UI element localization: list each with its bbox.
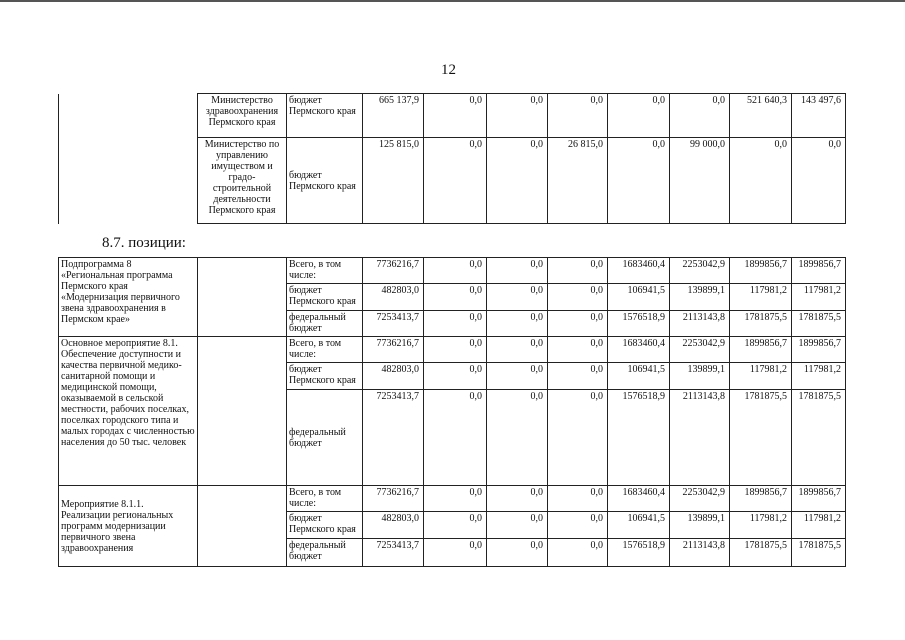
value-cell: 7253413,7 [363,390,424,486]
value-cell: 0,0 [608,138,670,224]
value-cell: 0,0 [487,512,548,539]
value-cell: 482803,0 [363,363,424,390]
program-title-cell: Основное мероприятие 8.1. Обеспечение доступности и качества первичной медико-санитарной помощи и медицинской помощи, оказываемой в сельской местности, рабочих поселках, поселках городского типа и малых городах с численностью населения до 50 тыс. человек [59,337,198,486]
value-cell: 7736216,7 [363,258,424,284]
value-cell: 1899856,7 [792,486,846,512]
value-cell: 0,0 [487,363,548,390]
value-cell: 0,0 [548,390,608,486]
value-cell: 482803,0 [363,512,424,539]
value-cell: 0,0 [548,337,608,363]
source-cell: бюджет Пермского края [287,138,363,224]
value-cell: 2253042,9 [670,337,730,363]
value-cell: 0,0 [424,363,487,390]
value-cell: 0,0 [487,390,548,486]
value-cell: 106941,5 [608,512,670,539]
value-cell: 0,0 [548,486,608,512]
value-cell: 0,0 [424,258,487,284]
source-cell: федеральный бюджет [287,311,363,337]
table-row [59,138,846,224]
subprogram-funding-table [58,257,846,567]
value-cell: 26 815,0 [548,138,608,224]
table-row [59,94,846,138]
value-cell: 0,0 [424,337,487,363]
value-cell: 2253042,9 [670,486,730,512]
value-cell: 0,0 [548,284,608,311]
page-top-rule [0,0,905,2]
value-cell: 0,0 [424,512,487,539]
value-cell: 1781875,5 [792,539,846,567]
empty-cell [198,337,287,486]
value-cell: 2113143,8 [670,390,730,486]
value-cell: 143 497,6 [792,94,846,138]
source-cell: Всего, в том числе: [287,258,363,284]
responsible-cell: Министерство по управлению имуществом и градо-строительной деятельности Пермского края [198,138,287,224]
table-row [59,337,846,363]
value-cell: 139899,1 [670,284,730,311]
source-cell: Всего, в том числе: [287,337,363,363]
value-cell: 1899856,7 [730,258,792,284]
value-cell: 117981,2 [792,284,846,311]
value-cell: 1683460,4 [608,337,670,363]
value-cell: 139899,1 [670,363,730,390]
value-cell: 0,0 [548,539,608,567]
value-cell: 521 640,3 [730,94,792,138]
value-cell: 117981,2 [792,363,846,390]
value-cell: 2113143,8 [670,311,730,337]
value-cell: 117981,2 [730,363,792,390]
value-cell: 1781875,5 [730,311,792,337]
source-cell: бюджет Пермского края [287,94,363,138]
value-cell: 0,0 [487,337,548,363]
value-cell: 1899856,7 [730,486,792,512]
value-cell: 1781875,5 [792,311,846,337]
value-cell: 0,0 [548,94,608,138]
top-funding-table [58,93,846,224]
value-cell: 0,0 [424,486,487,512]
empty-cell [59,94,198,138]
value-cell: 1683460,4 [608,486,670,512]
value-cell: 1781875,5 [792,390,846,486]
empty-cell [198,258,287,337]
value-cell: 0,0 [548,512,608,539]
value-cell: 0,0 [487,94,548,138]
value-cell: 665 137,9 [363,94,424,138]
value-cell: 0,0 [424,138,487,224]
value-cell: 1781875,5 [730,390,792,486]
value-cell: 0,0 [548,363,608,390]
value-cell: 0,0 [424,390,487,486]
empty-cell [59,138,198,224]
value-cell: 0,0 [487,258,548,284]
value-cell: 2253042,9 [670,258,730,284]
value-cell: 1576518,9 [608,539,670,567]
value-cell: 7253413,7 [363,311,424,337]
value-cell: 0,0 [730,138,792,224]
program-title-cell: Мероприятие 8.1.1. Реализации региональных программ модернизации первичного звена здравоохранения [59,486,198,567]
value-cell: 0,0 [487,284,548,311]
page-number: 12 [441,62,456,78]
value-cell: 1683460,4 [608,258,670,284]
value-cell: 117981,2 [792,512,846,539]
value-cell: 1576518,9 [608,390,670,486]
source-cell: бюджет Пермского края [287,284,363,311]
value-cell: 0,0 [792,138,846,224]
value-cell: 0,0 [608,94,670,138]
value-cell: 7736216,7 [363,337,424,363]
value-cell: 2113143,8 [670,539,730,567]
value-cell: 139899,1 [670,512,730,539]
value-cell: 0,0 [487,138,548,224]
value-cell: 106941,5 [608,363,670,390]
value-cell: 1899856,7 [792,258,846,284]
program-title-cell: Подпрограмма 8 «Региональная программа Пермского края «Модернизация первичного звена здравоохранения в Пермском крае» [59,258,198,337]
value-cell: 0,0 [548,311,608,337]
value-cell: 0,0 [424,284,487,311]
value-cell: 7736216,7 [363,486,424,512]
value-cell: 0,0 [424,311,487,337]
table-row [59,486,846,512]
value-cell: 1899856,7 [792,337,846,363]
value-cell: 7253413,7 [363,539,424,567]
value-cell: 0,0 [487,539,548,567]
value-cell: 125 815,0 [363,138,424,224]
source-cell: федеральный бюджет [287,539,363,567]
value-cell: 1781875,5 [730,539,792,567]
value-cell: 117981,2 [730,284,792,311]
value-cell: 0,0 [424,539,487,567]
value-cell: 0,0 [487,486,548,512]
source-cell: бюджет Пермского края [287,363,363,390]
value-cell: 0,0 [670,94,730,138]
value-cell: 0,0 [424,94,487,138]
source-cell: бюджет Пермского края [287,512,363,539]
empty-cell [198,486,287,567]
value-cell: 117981,2 [730,512,792,539]
value-cell: 0,0 [548,258,608,284]
value-cell: 1576518,9 [608,311,670,337]
responsible-cell: Министерство здравоохранения Пермского края [198,94,287,138]
value-cell: 99 000,0 [670,138,730,224]
table-row [59,258,846,284]
source-cell: Всего, в том числе: [287,486,363,512]
value-cell: 1899856,7 [730,337,792,363]
value-cell: 482803,0 [363,284,424,311]
value-cell: 0,0 [487,311,548,337]
value-cell: 106941,5 [608,284,670,311]
section-label: 8.7. позиции: [102,235,186,251]
source-cell: федеральный бюджет [287,390,363,486]
